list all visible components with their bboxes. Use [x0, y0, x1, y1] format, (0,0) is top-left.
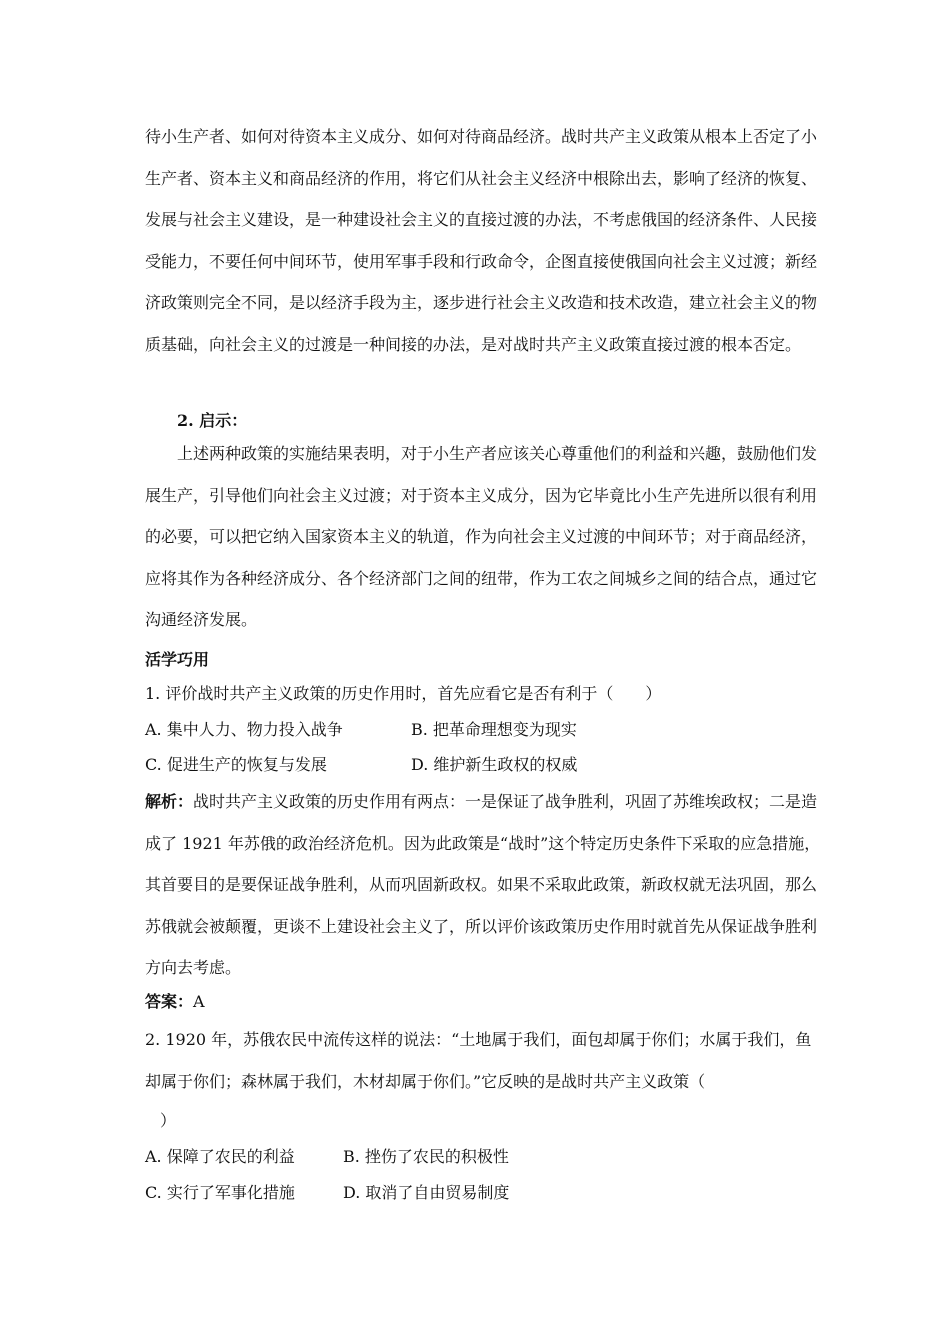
heading-qishi: 2. 启示：	[177, 411, 248, 430]
question-1-option-c: C. 促进生产的恢复与发展	[145, 755, 327, 774]
question-1-option-b: B. 把革命理想变为现实	[411, 720, 577, 739]
answer-label: 答案：	[145, 992, 194, 1011]
question-2-stem: 2. 1920 年，苏俄农民中流传这样的说法：“土地属于我们，面包却属于你们；水属于我们，鱼却属于你们；森林属于我们，木材却属于你们。”它反映的是战时共产主义政策（	[145, 1030, 812, 1091]
analysis-text: 战时共产主义政策的历史作用有两点：一是保证了战争胜利，巩固了苏维埃政权；二是造成了 1921 年苏俄的政治经济危机。因为此政策是“战时”这个特定历史条件下采取的应急措施，其首要目的是要保证战争胜利，从而巩固新政权。如果不采取此政策，新政权就无法巩固，那么苏俄就会被颠覆，更谈不上建设社会主义了，所以评价该政策历史作用时就首先从保证战争胜利方向去考虑。	[145, 792, 821, 977]
question-2-stem-end: ）	[160, 1111, 177, 1130]
question-1-stem: 1. 评价战时共产主义政策的历史作用时，首先应看它是否有利于（ ）	[145, 684, 662, 703]
question-1-answer	[145, 990, 205, 1014]
paragraph-comparison: 待小生产者、如何对待资本主义成分、如何对待商品经济。战时共产主义政策从根本上否定了小生产者、资本主义和商品经济的作用，将它们从社会主义经济中根除出去，影响了经济的恢复、发展与社会主义建设，是一种建设社会主义的直接过渡的办法，不考虑俄国的经济条件、人民接受能力，不要任何中间环节，使用军事手段和行政命令，企图直接使俄国向社会主义过渡；新经济政策则完全不同，是以经济手段为主，逐步进行社会主义改造和技术改造，建立社会主义的物质基础，向社会主义的过渡是一种间接的办法，是对战时共产主义政策直接过渡的根本否定。	[145, 127, 818, 354]
answer-value: A	[193, 992, 205, 1011]
question-1-option-d: D. 维护新生政权的权威	[411, 755, 578, 774]
analysis-label: 解析：	[145, 792, 194, 811]
question-2-option-b: B. 挫伤了农民的积极性	[343, 1147, 509, 1166]
paragraph-qishi: 上述两种政策的实施结果表明，对于小生产者应该关心尊重他们的利益和兴趣，鼓励他们发展生产，引导他们向社会主义过渡；对于资本主义成分，因为它毕竟比小生产先进所以很有利用的必要，可以把它纳入国家资本主义的轨道，作为向社会主义过渡的中间环节；对于商品经济，应将其作为各种经济成分、各个经济部门之间的纽带，作为工农之间城乡之间的结合点，通过它沟通经济发展。	[145, 444, 818, 629]
question-2-option-a: A. 保障了农民的利益	[145, 1147, 295, 1166]
question-1-option-a: A. 集中人力、物力投入战争	[145, 720, 343, 739]
section-title: 活学巧用	[145, 650, 210, 669]
question-2-option-c: C. 实行了军事化措施	[145, 1183, 295, 1202]
question-2-option-d: D. 取消了自由贸易制度	[343, 1183, 510, 1202]
question-1-analysis	[145, 781, 825, 989]
